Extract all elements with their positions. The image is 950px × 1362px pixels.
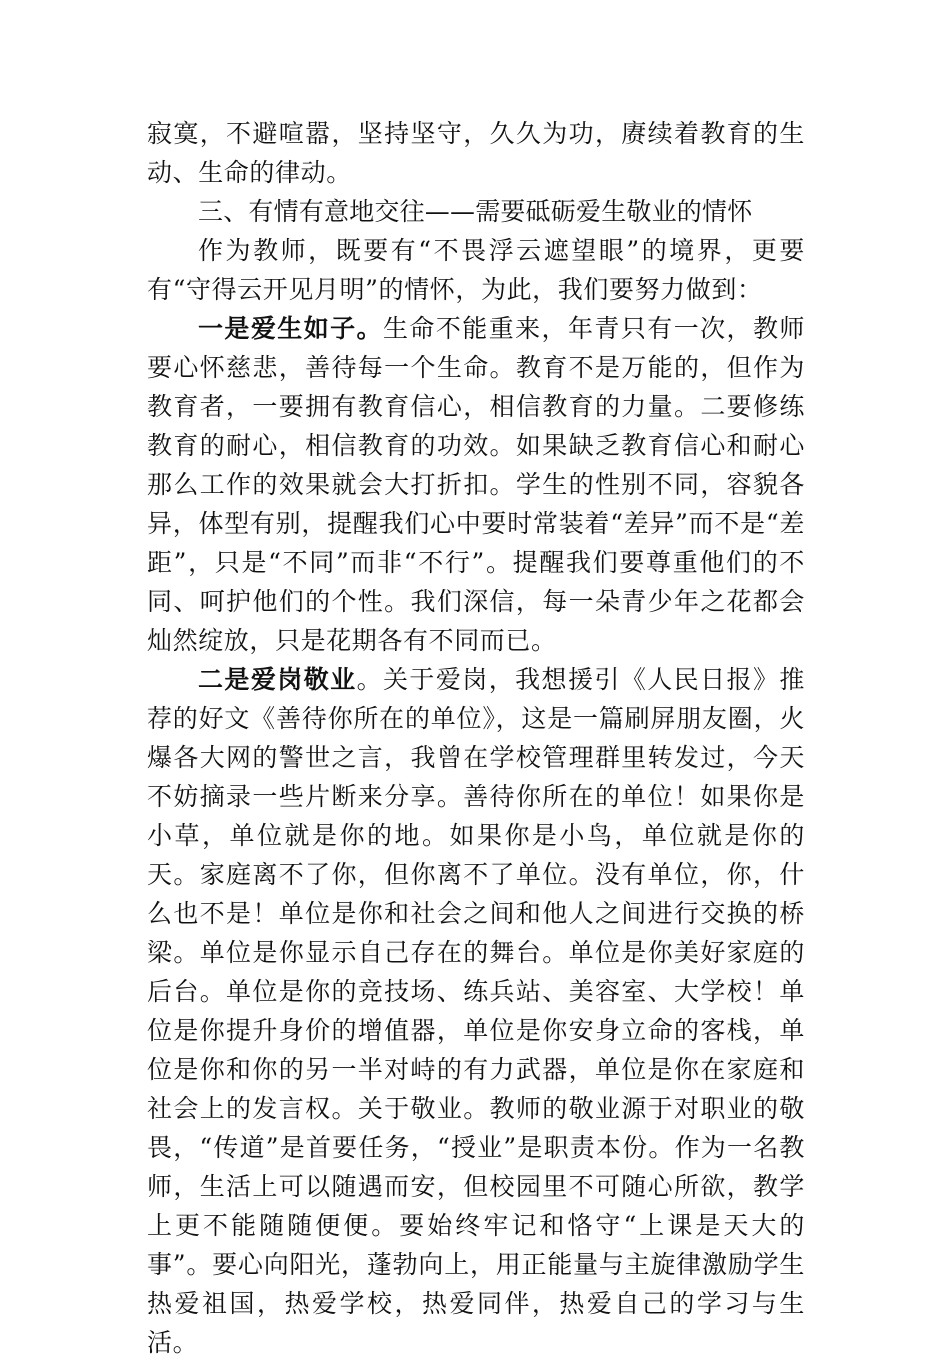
point1-body: 生命不能重来，年青只有一次，教师要心怀慈悲，善待每一个生命。教育不是万能的，但作为教育者，一要拥有教育信心，相信教育的力量。二要修练教育的耐心，相信教育的功效。如果缺乏教育信心和耐心那么工作的效果就会大打折扣。学生的性别不同，容貌各异，体型有别，提醒我们心中要时常装着“差异”而不是“差距”，只是“不同”而非“不行”。提醒我们要尊重他们的不同、呵护他们的个性。我们深信，每一朵青少年之花都会灿然绽放，只是花期各有不同而已。 [147,314,806,655]
section-heading: 三、有情有意地交往——需要砥砺爱生敬业的情怀 [198,197,753,226]
point2-paragraph [147,660,805,1362]
point1-lead: 一是爱生如子。 [198,314,383,343]
document-page [147,114,805,1362]
intro-paragraph: 作为教师，既要有“不畏浮云遮望眼”的境界，更要有“守得云开见月明”的情怀，为此，我们要努力做到： [147,236,805,304]
continuation-paragraph: 寂寞，不避喧嚣，坚持坚守，久久为功，赓续着教育的生动、生命的律动。 [147,119,805,187]
point1-paragraph [147,309,805,660]
point2-lead: 二是爱岗敬业 [198,665,357,694]
point2-body: 。关于爱岗，我想援引《人民日报》推荐的好文《善待你所在的单位》，这是一篇刷屏朋友圈，火爆各大网的警世之言，我曾在学校管理群里转发过，今天不妨摘录一些片断来分享。善待你所在的单位！如果你是小草，单位就是你的地。如果你是小鸟，单位就是你的天。家庭离不了你，但你离不了单位。没有单位，你，什么也不是！单位是你和社会之间和他人之间进行交换的桥梁。单位是你显示自己存在的舞台。单位是你美好家庭的后台。单位是你的竞技场、练兵站、美容室、大学校！单位是你提升身价的增值器，单位是你安身立命的客栈，单位是你和你的另一半对峙的有力武器，单位是你在家庭和社会上的发言权。关于敬业。教师的敬业源于对职业的敬畏，“传道”是首要任务，“授业”是职责本份。作为一名教师，生活上可以随遇而安，但校园里不可随心所欲，教学上更不能随随便便。要始终牢记和恪守“上课是天大的事”。要心向阳光，蓬勃向上，用正能量与主旋律激励学生热爱祖国，热爱学校，热爱同伴，热爱自己的学习与生活。 [147,665,805,1357]
